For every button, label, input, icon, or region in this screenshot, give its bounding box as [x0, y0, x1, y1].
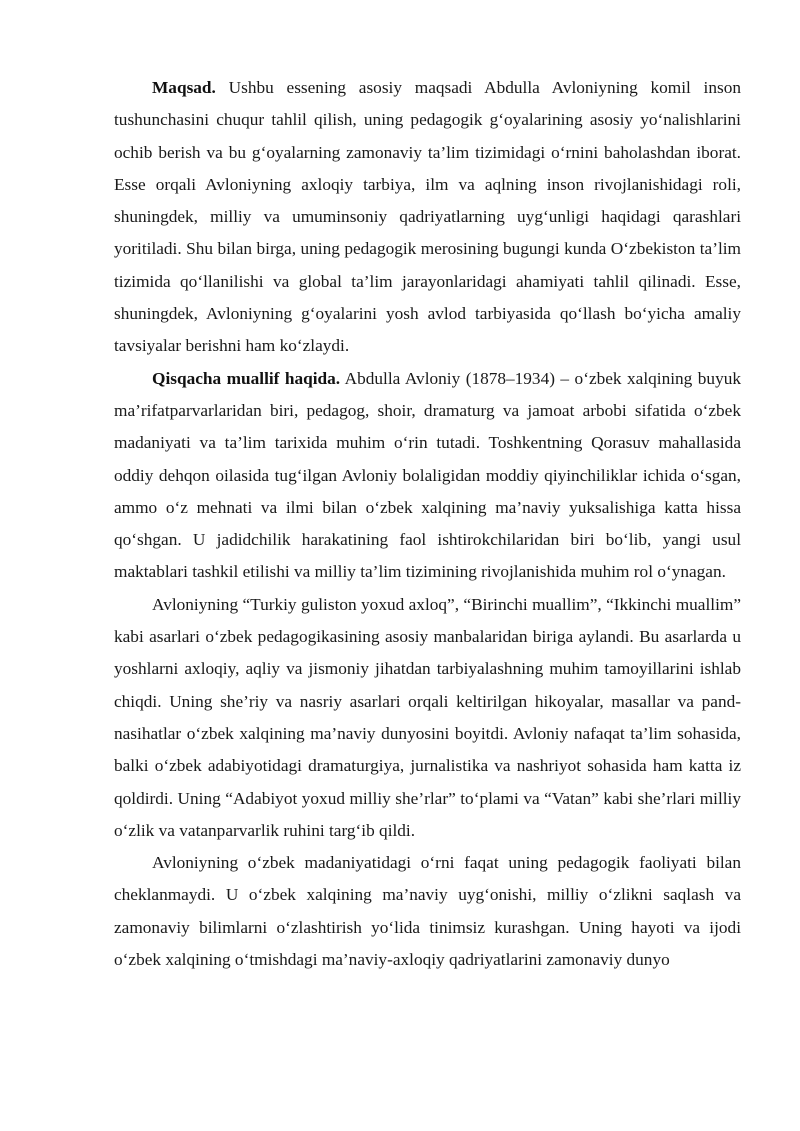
paragraph-author-brief: [114, 363, 741, 589]
paragraph-purpose: [114, 72, 741, 363]
paragraph-text-cultural-role: Avloniyning o‘zbek madaniyatidagi o‘rni faqat uning pedagogik faoliyati bilan cheklanmaydi. U o‘zbek xalqining ma’naviy uyg‘onishi, milliy o‘zlikni saqlash va zamonaviy bilimlarni o‘zlashtirish yo‘lida tinimsiz kurashgan. Uning hayoti va ijodi o‘zbek xalqining o‘tmishdagi ma’naviy-axloqiy qadriyatlarini zamonaviy dunyo: [114, 853, 741, 970]
document-body: [114, 72, 741, 976]
paragraph-text-works: Avloniyning “Turkiy guliston yoxud axloq”, “Birinchi muallim”, “Ikkinchi muallim” kabi asarlari o‘zbek pedagogikasining asosiy manbalaridan biriga aylandi. Bu asarlarda u yoshlarni axloqiy, aqliy va jismoniy jihatdan tarbiyalashning muhim tamoyillarini ishlab chiqdi. Uning she’riy va nasriy asarlari orqali keltirilgan hikoyalar, masallar va pand-nasihatlar o‘zbek xalqining ma’naviy dunyosini boyitdi. Avloniy nafaqat ta’lim sohasida, balki o‘zbek adabiyotidagi dramaturgiya, jurnalistika va nashriyot sohasida ham katta iz qoldirdi. Uning “Adabiyot yoxud milliy she’rlar” to‘plami va “Vatan” kabi she’rlari milliy o‘zlik va vatanparvarlik ruhini targ‘ib qildi.: [114, 594, 741, 840]
paragraph-heading-author-brief: Qisqacha muallif haqida.: [152, 368, 341, 388]
paragraph-heading-purpose: Maqsad.: [152, 78, 216, 97]
paragraph-text-author-brief: Abdulla Avloniy (1878–1934) – o‘zbek xalqining buyuk ma’rifatparvarlaridan biri, pedagog, shoir, dramaturg va jamoat arbobi sifatida o‘zbek madaniyati va ta’lim tarixida muhim o‘rin tutadi. Toshkentning Qorasuv mahallasida oddiy dehqon oilasida tug‘ilgan Avloniy bolaligidan moddiy qiyinchiliklar ichida o‘sgan, ammo o‘z mehnati va ilmi bilan o‘zbek xalqining ma’naviy yuksalishiga katta hissa qo‘shgan. U jadidchilik harakatining faol ishtirokchilaridan biri bo‘lib, yangi usul maktablari tashkil etilishi va milliy ta’lim tizimining rivojlanishida muhim rol o‘ynagan.: [114, 368, 741, 582]
paragraph-works: [114, 589, 741, 847]
paragraph-cultural-role: [114, 847, 741, 976]
paragraph-text-purpose: Ushbu essening asosiy maqsadi Abdulla Avloniyning komil inson tushunchasini chuqur tahlil qilish, uning pedagogik g‘oyalarining asosiy yo‘nalishlarini ochib berish va bu g‘oyalarning zamonaviy ta’lim tizimidagi o‘rnini baholashdan iborat. Esse orqali Avloniyning axloqiy tarbiya, ilm va aqlning inson rivojlanishidagi roli, shuningdek, milliy va umuminsoniy qadriyatlarning uyg‘unligi haqidagi qarashlari yoritiladi. Shu bilan birga, uning pedagogik merosining bugungi kunda O‘zbekiston ta’lim tizimida qo‘llanilishi va global ta’lim jarayonlaridagi ahamiyati tahlil qilinadi. Esse, shuningdek, Avloniyning g‘oyalarini yosh avlod tarbiyasida qo‘llash bo‘yicha amaliy tavsiyalar berishni ham ko‘zlaydi.: [114, 78, 741, 356]
